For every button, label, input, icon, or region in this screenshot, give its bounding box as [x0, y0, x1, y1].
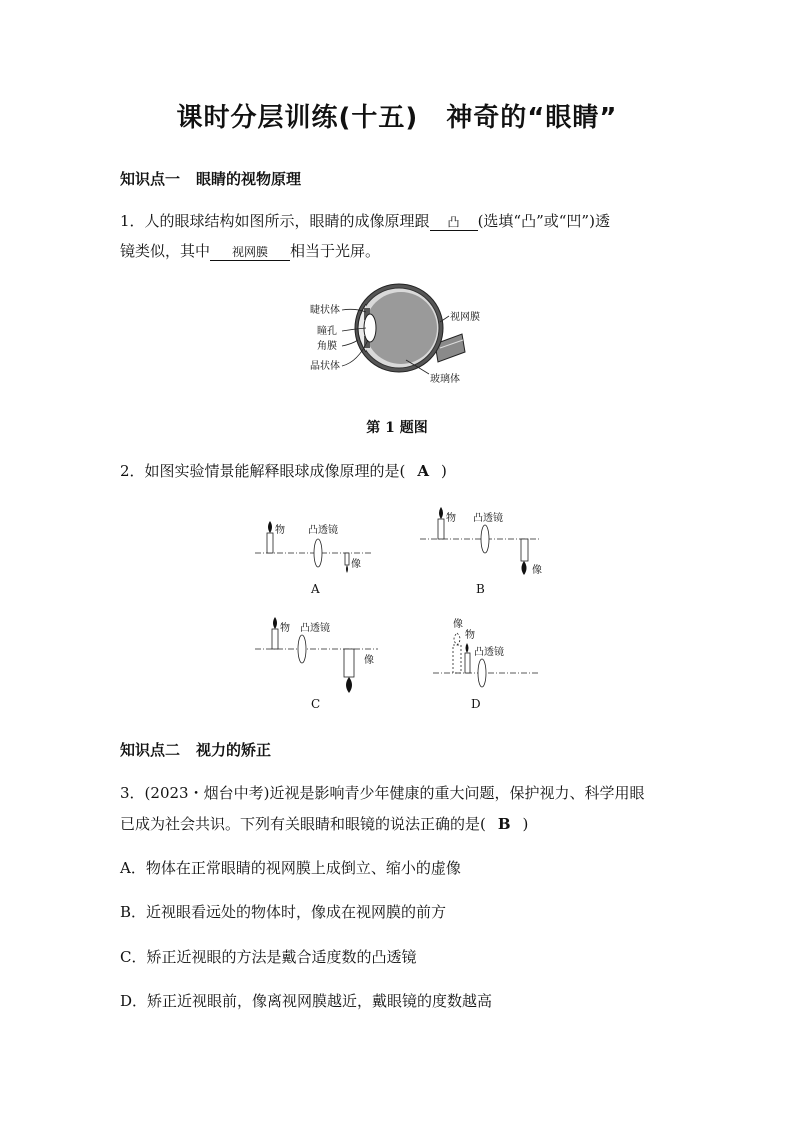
option-a: A．物体在正常眼睛的视网膜上成倒立、缩小的虚像 — [120, 859, 461, 877]
option-c: C．矫正近视眼的方法是戴合适度数的凸透镜 — [120, 948, 417, 966]
question-1-text-a: 人的眼球结构如图所示，眼睛的成像原理跟 — [144, 212, 430, 230]
question-2-close: ) — [441, 462, 447, 480]
section-2-title: 视力的矫正 — [196, 741, 272, 759]
question-2 — [120, 460, 447, 482]
label-lens-d: 凸透镜 — [474, 647, 504, 658]
question-2-text: 如图实验情景能解释眼球成像原理的是( — [144, 462, 406, 480]
label-image-a: 像 — [351, 559, 361, 570]
lens-diagrams — [250, 505, 550, 715]
question-3-source: (2023・烟台中考) — [144, 784, 270, 802]
option-d: D．矫正近视眼前，像离视网膜越近，戴眼镜的度数越高 — [120, 992, 493, 1010]
section-heading-1 — [120, 168, 301, 189]
diagram-a — [255, 521, 372, 596]
option-b: B．近视眼看远处的物体时，像成在视网膜的前方 — [120, 903, 447, 921]
question-1-text-b: (选填“凸”或“凹”)透 — [477, 212, 610, 230]
label-lens-c: 凸透镜 — [300, 623, 330, 634]
figure-1-caption: 第 1 题图 — [366, 420, 428, 436]
question-1-text-c: 镜类似，其中 — [120, 242, 211, 260]
question-3-close: ) — [522, 815, 529, 833]
diagram-d — [433, 617, 540, 711]
label-retina: 视网膜 — [450, 312, 480, 323]
label-image-d: 像 — [453, 619, 463, 630]
question-1-number: 1． — [120, 212, 145, 230]
diagram-c — [255, 617, 378, 711]
question-3-answer: B — [497, 815, 511, 833]
diagram-b — [420, 507, 542, 596]
label-lens-b: 凸透镜 — [473, 513, 503, 524]
answer-blank-2: 视网膜 — [210, 244, 290, 261]
page-title — [0, 97, 794, 134]
question-1-line-1 — [120, 210, 610, 232]
label-object-d: 物 — [465, 630, 475, 641]
question-3-text-a: 近视是影响青少年健康的重大问题，保护视力、科学用眼 — [269, 784, 645, 802]
label-image-b: 像 — [532, 565, 542, 576]
label-ciliary: 睫状体 — [310, 305, 340, 316]
section-1-label: 知识点一 — [120, 170, 181, 188]
diagram-c-letter: C — [311, 697, 321, 711]
label-lens: 晶状体 — [310, 361, 340, 372]
diagram-a-letter: A — [311, 582, 320, 596]
section-2-label: 知识点二 — [120, 741, 181, 759]
eye-diagram — [300, 282, 500, 390]
question-2-number: 2． — [120, 462, 145, 480]
label-pupil: 瞳孔 — [317, 326, 337, 337]
label-vitreous: 玻璃体 — [430, 374, 460, 385]
diagram-d-letter: D — [471, 697, 481, 711]
answer-blank-1: 凸 — [430, 214, 478, 231]
section-1-title: 眼睛的视物原理 — [196, 170, 302, 188]
label-lens-a: 凸透镜 — [308, 525, 338, 536]
question-3-line-2 — [120, 813, 528, 835]
question-3-number: 3． — [120, 784, 145, 802]
label-object-b: 物 — [446, 513, 456, 524]
question-3-line-1 — [120, 782, 644, 804]
title-main: 课时分层训练(十五) — [176, 103, 419, 133]
question-3-text-b: 已成为社会共识。下列有关眼睛和眼镜的说法正确的是( — [120, 815, 486, 833]
section-heading-2 — [120, 739, 271, 760]
question-1-line-2 — [120, 240, 380, 262]
label-image-c: 像 — [364, 655, 374, 666]
label-object-a: 物 — [275, 525, 285, 536]
diagram-b-letter: B — [476, 582, 485, 596]
question-1-text-d: 相当于光屏。 — [290, 242, 381, 260]
title-sub: 神奇的“眼睛” — [446, 103, 618, 133]
label-object-c: 物 — [280, 623, 290, 634]
question-2-answer: A — [417, 462, 430, 480]
label-cornea: 角膜 — [317, 341, 337, 352]
